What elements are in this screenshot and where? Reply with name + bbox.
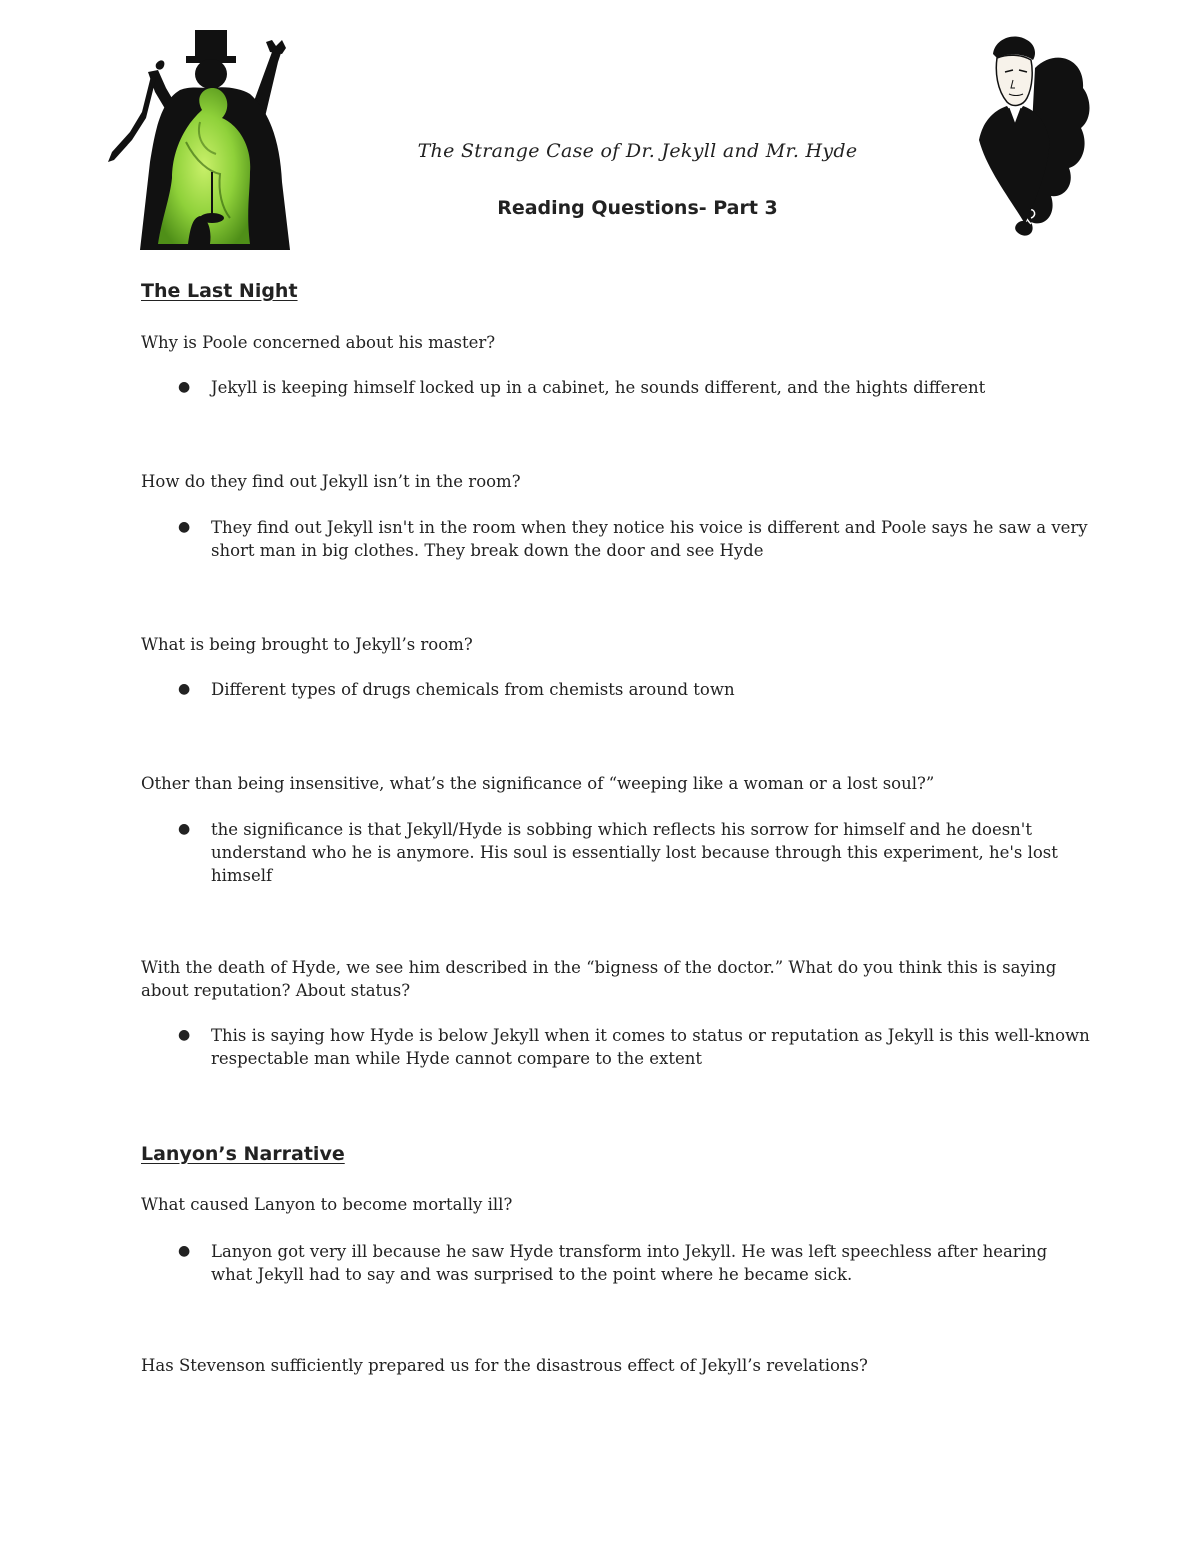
answer-text: Different types of drugs chemicals from chemists around town: [211, 680, 735, 699]
answer-list-item: [178, 818, 1091, 887]
question-text: Other than being insensitive, what’s the significance of “weeping like a woman or a lost soul?”: [141, 774, 935, 793]
question-text: How do they find out Jekyll isn’t in the room?: [141, 472, 521, 491]
answer-list-item: [178, 516, 1091, 562]
question-text: Why is Poole concerned about his master?: [141, 333, 496, 352]
question-text: Has Stevenson sufficiently prepared us for the disastrous effect of Jekyll’s revelations?: [141, 1356, 868, 1375]
bullet-icon: ●: [178, 1243, 191, 1259]
document-title: The Strange Case of Dr. Jekyll and Mr. Hyde: [417, 140, 858, 162]
answer-text: Lanyon got very ill because he saw Hyde transform into Jekyll. He was left speechless after hearing what Jekyll had to say and was surprised to the point where he became sick.: [211, 1242, 1048, 1284]
document-subtitle: Reading Questions- Part 3: [497, 197, 778, 219]
bullet-icon: ●: [178, 681, 191, 697]
section-heading-lanyons-narrative: Lanyon’s Narrative: [141, 1143, 345, 1165]
question-text: With the death of Hyde, we see him described in the “bigness of the doctor.” What do you think this is saying about reputation? About status?: [141, 958, 1057, 1000]
answer-text: the significance is that Jekyll/Hyde is sobbing which reflects his sorrow for himself and he doesn't understand who he is anymore. His soul is essentially lost because through this experiment, he's lost himself: [211, 820, 1058, 885]
answer-text: They find out Jekyll isn't in the room when they notice his voice is different and Poole says he saw a very short man in big clothes. They break down the door and see Hyde: [211, 518, 1088, 560]
answer-text: This is saying how Hyde is below Jekyll when it comes to status or reputation as Jekyll is this well-known respectable man while Hyde cannot compare to the extent: [211, 1026, 1090, 1068]
answer-list-item: [178, 1024, 1091, 1070]
bullet-icon: ●: [178, 519, 191, 535]
bullet-icon: ●: [178, 821, 191, 837]
bullet-icon: ●: [178, 379, 191, 395]
question-text: What is being brought to Jekyll’s room?: [141, 635, 473, 654]
answer-list-item: [178, 376, 1091, 399]
answer-text: Jekyll is keeping himself locked up in a cabinet, he sounds different, and the hights different: [211, 378, 986, 397]
answer-list-item: [178, 1240, 1091, 1286]
bullet-icon: ●: [178, 1027, 191, 1043]
question-text: What caused Lanyon to become mortally ill?: [141, 1195, 513, 1214]
section-heading-last-night: The Last Night: [141, 280, 298, 302]
answer-list-item: [178, 678, 1091, 701]
